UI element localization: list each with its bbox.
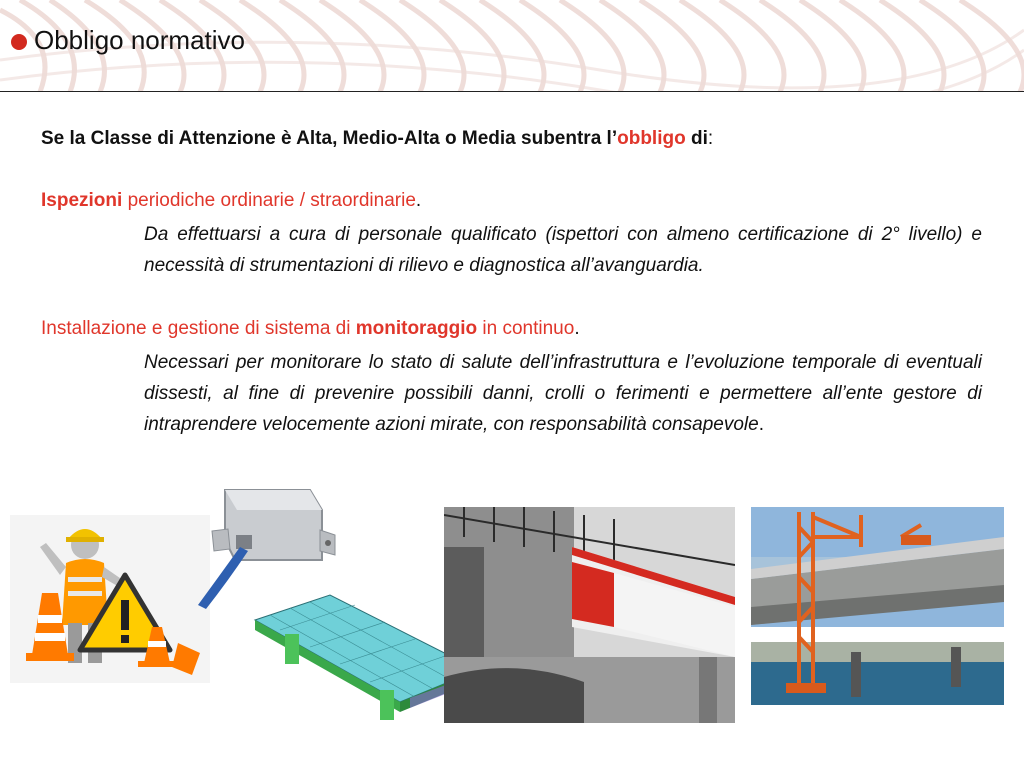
bridge-inspection-photo	[751, 507, 1004, 705]
intro-line	[41, 125, 986, 153]
header-rule	[0, 91, 1024, 92]
monitoring-detail-text: Necessari per monitorare lo stato di salute dell’infrastruttura e l’evoluzione temporale di eventuali dissesti, al fine di prevenire possibili danni, crolli o ferimenti e permettere all’ente gestore di intraprendere velocemente azioni mirate, con responsabilità consapevole	[144, 352, 982, 435]
monitoring-detail	[144, 347, 982, 440]
inspections-heading	[41, 187, 986, 215]
intro-text-end: di	[685, 128, 708, 149]
monitoring-detail-period: .	[758, 414, 764, 435]
inspections-rest: periodiche ordinarie / straordinarie	[122, 190, 416, 211]
intro-colon: :	[707, 128, 714, 149]
spacer	[41, 153, 986, 187]
intro-highlight: obbligo	[617, 128, 686, 149]
monitoring-rest: in continuo	[477, 318, 575, 339]
monitoring-period: .	[574, 318, 580, 339]
monitoring-highlight: monitoraggio	[355, 318, 478, 339]
inspections-period: .	[415, 190, 422, 211]
intro-text: Se la Classe di Attenzione è Alta, Medio-Alta o Media subentra l’	[41, 128, 618, 149]
bridge-beam-photo	[444, 507, 735, 723]
inspections-lead: Ispezioni	[41, 190, 123, 211]
inspections-detail: Da effettuarsi a cura di personale qualificato (ispettori con almeno certificazione di 2° livello) e necessità di strumentazioni di rilievo e diagnostica all’avanguardia.	[144, 224, 982, 276]
title-bullet-icon	[11, 34, 27, 50]
monitoring-heading	[41, 315, 986, 343]
monitoring-lead: Installazione e gestione di sistema di	[41, 318, 356, 339]
spacer	[41, 281, 986, 315]
warning-worker-illustration	[10, 515, 210, 683]
slide-content	[41, 125, 986, 440]
page-title: Obbligo normativo	[34, 25, 245, 55]
slide-header	[0, 0, 1024, 92]
